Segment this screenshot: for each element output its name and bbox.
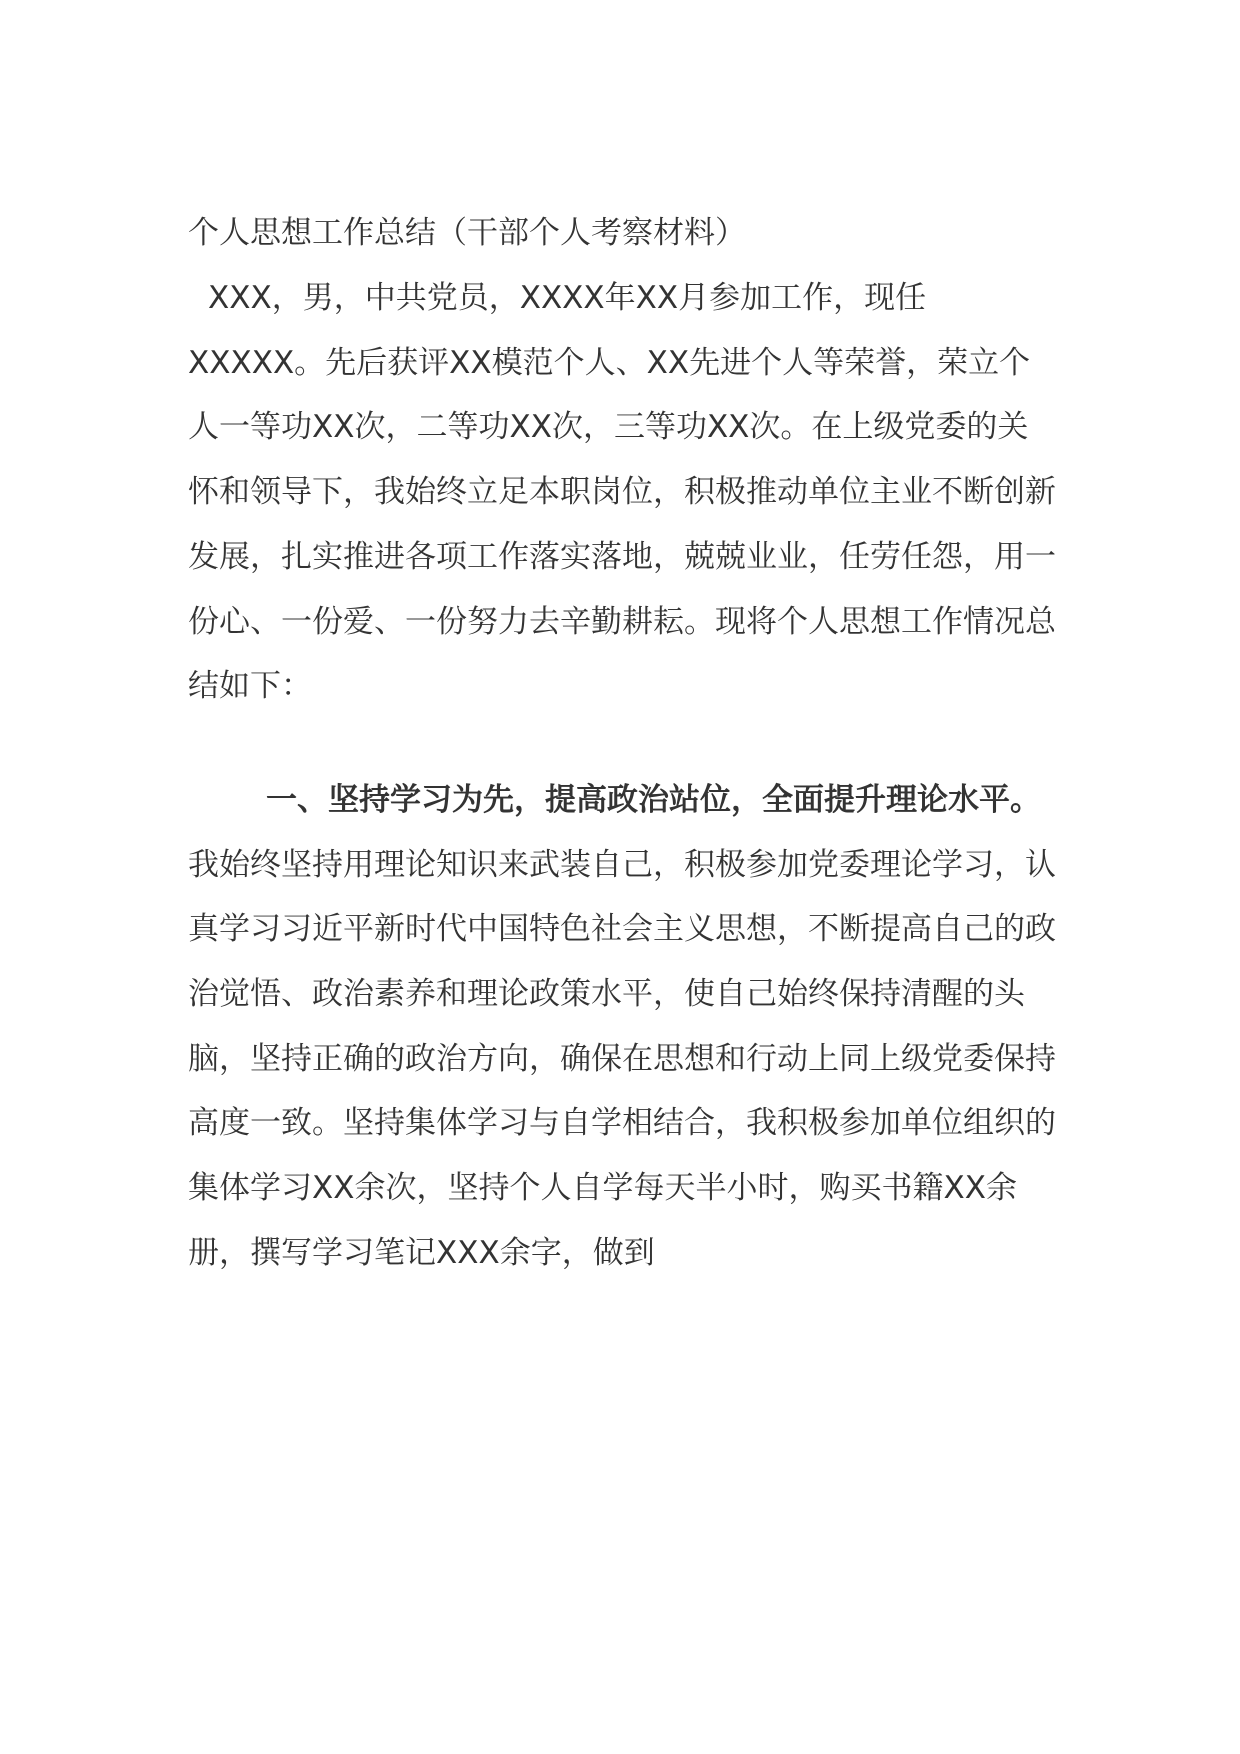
document-content: [188, 200, 1058, 1286]
intro-paragraph: XXX，男，中共党员，XXXX年XX月参加工作，现任XXXXX。先后获评XX模范个人、XX先进个人等荣誉，荣立个人一等功XX次，二等功XX次，三等功XX次。在上级党委的关怀和领导下，我始终立足本职岗位，积极推动单位主业不断创新发展，扎实推进各项工作落实落地，兢兢业业，任劳任怨，用一份心、一份爱、一份努力去辛勤耕耘。现将个人思想工作情况总结如下：: [188, 280, 1056, 705]
section-body: 我始终坚持用理论知识来武装自己，积极参加党委理论学习，认真学习习近平新时代中国特色社会主义思想，不断提高自己的政治觉悟、政治素养和理论政策水平，使自己始终保持清醒的头脑，坚持正确的政治方向，确保在思想和行动上同上级党委保持高度一致。坚持集体学习与自学相结合，我积极参加单位组织的集体学习XX余次，坚持个人自学每天半小时，购买书籍XX余册，撰写学习笔记XXX余字，做到: [188, 846, 1056, 1271]
section-paragraph: [188, 768, 1058, 1286]
document-title: 个人思想工作总结（干部个人考察材料）: [188, 215, 746, 251]
section-heading: 一、坚持学习为先，提高政治站位，全面提升理论水平。: [266, 781, 1041, 818]
